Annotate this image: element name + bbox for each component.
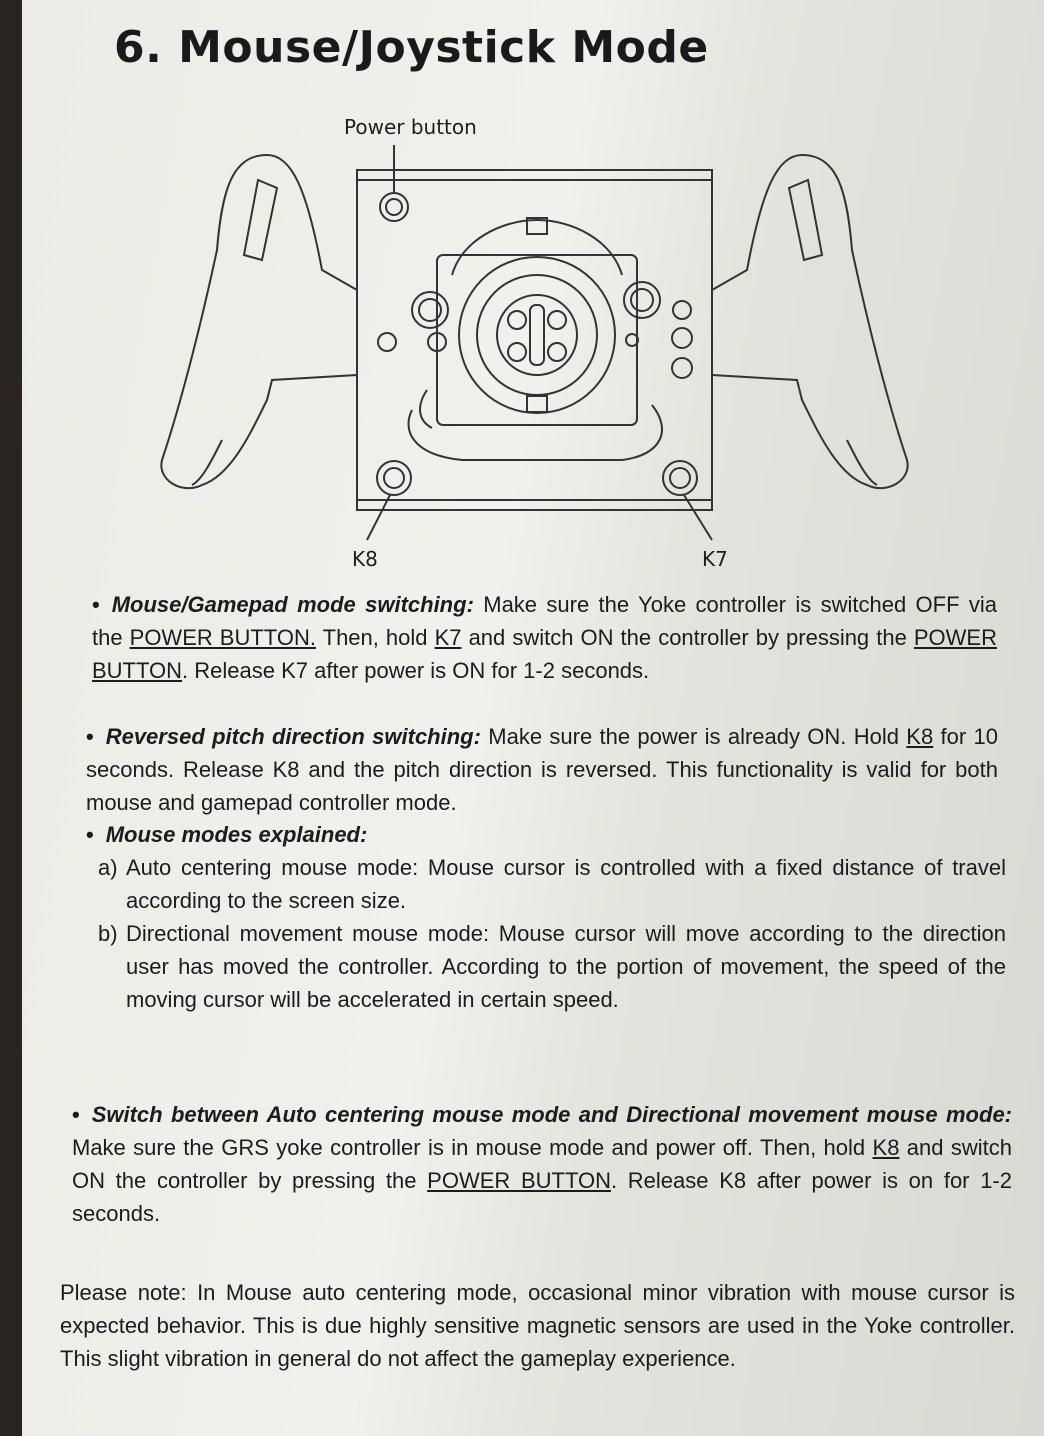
section-heading: Mouse modes explained: xyxy=(105,822,368,847)
k7-leader xyxy=(684,495,712,540)
k8-button xyxy=(377,461,411,495)
list-item xyxy=(98,917,1006,1016)
section-text: . Release K8 after power is on for 1-2 seconds. xyxy=(72,1168,1012,1226)
section-text: for 10 seconds. Release K8 and the pitch direction is reversed. This functionality is valid for both mouse and gamepad controller mode. xyxy=(86,724,998,815)
section-text: Then, hold xyxy=(315,625,435,650)
k8-leader xyxy=(367,495,390,540)
mouse-modes-section xyxy=(86,818,1006,1016)
power-button-ref: POWER BUTTON xyxy=(427,1168,611,1193)
please-note-paragraph: Please note: In Mouse auto centering mode, occasional minor vibration with mouse cursor is expected behavior. This is due highly sensitive magnetic sensors are used in the Yoke controller. This slight vibration in general do not affect the gameplay experience. xyxy=(60,1280,1015,1371)
k7-label: K7 xyxy=(702,547,728,571)
power-button-label: Power button xyxy=(344,115,477,139)
section-text: and switch ON the controller by pressing the xyxy=(461,625,914,650)
power-button xyxy=(380,193,408,221)
manual-page xyxy=(22,0,1044,1436)
reversed-pitch-section xyxy=(86,720,998,819)
section-text: and switch ON the controller by pressing the xyxy=(72,1135,1012,1193)
list-text: Auto centering mouse mode: Mouse cursor is controlled with a fixed distance of travel according to the screen size. xyxy=(126,855,1006,913)
list-marker: a) xyxy=(98,855,118,880)
section-text: Make sure the Yoke controller is switched OFF via the xyxy=(92,592,997,650)
section-heading: Switch between Auto centering mouse mode and Directional movement mouse mode: xyxy=(91,1102,1012,1127)
k8-ref: K8 xyxy=(906,724,934,749)
section-heading: Mouse/Gamepad mode switching: xyxy=(111,592,474,617)
list-item xyxy=(98,851,1006,917)
k7-button xyxy=(663,461,697,495)
switch-modes-section xyxy=(72,1098,1012,1230)
center-dial xyxy=(459,257,615,413)
list-marker: b) xyxy=(98,921,118,946)
yoke-illustration xyxy=(22,100,1044,580)
section-heading: Reversed pitch direction switching: xyxy=(105,724,481,749)
page-title: 6. Mouse/Joystick Mode xyxy=(114,22,709,73)
yoke-diagram xyxy=(22,100,1044,580)
section-text: . Release K7 after power is ON for 1-2 seconds. xyxy=(182,658,650,683)
list-text: Directional movement mouse mode: Mouse cursor will move according to the direction user has moved the controller. According to the portion of movement, the speed of the moving cursor will be accelerated in certain speed. xyxy=(126,921,1006,1012)
right-handle xyxy=(712,155,908,488)
power-button-ref: POWER BUTTON xyxy=(92,625,997,683)
left-handle xyxy=(161,155,357,488)
section-text: Make sure the GRS yoke controller is in mouse mode and power off. Then, hold xyxy=(72,1135,873,1160)
mouse-gamepad-switch-section xyxy=(92,588,997,687)
k8-label: K8 xyxy=(352,547,378,571)
section-text: Make sure the power is already ON. Hold xyxy=(480,724,907,749)
k8-ref: K8 xyxy=(872,1135,900,1160)
power-button-ref: POWER BUTTON. xyxy=(129,625,316,650)
k7-ref: K7 xyxy=(434,625,462,650)
